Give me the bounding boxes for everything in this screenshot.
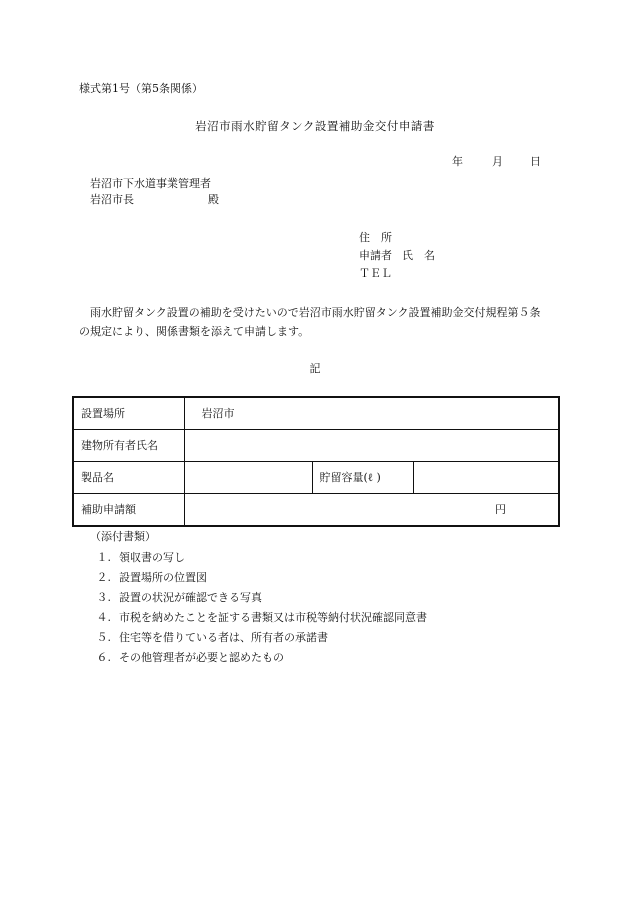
document-title: 岩沼市雨水貯留タンク設置補助金交付申請書: [195, 119, 435, 133]
table-row: [73, 462, 559, 494]
list-item: １. 領収書の写し: [96, 551, 185, 564]
amount-value[interactable]: 円: [184, 494, 559, 527]
table-row: [73, 397, 559, 430]
tel-label: ＴＥＬ: [359, 267, 392, 280]
applicant-block: [359, 231, 435, 285]
list-item: ６. その他管理者が必要と認めたもの: [96, 651, 284, 664]
product-label: 製品名: [73, 462, 184, 494]
application-statement: 雨水貯留タンク設置の補助を受けたいので岩沼市雨水貯留タンク設置補助金交付規程第５条の規定により、関係書類を添えて申請します。: [79, 306, 541, 338]
capacity-label: 貯留容量(ℓ ): [312, 462, 413, 494]
list-item: ３. 設置の状況が確認できる写真: [96, 591, 262, 604]
date-year-label: 年: [452, 155, 463, 168]
list-item: ２. 設置場所の位置図: [96, 571, 207, 584]
recipient-line-2: [90, 193, 219, 207]
attachments-heading: （添付書類）: [90, 530, 156, 543]
applicant-tel-row: [359, 267, 435, 285]
product-value[interactable]: [184, 462, 312, 494]
location-label: 設置場所: [73, 397, 184, 430]
date-line: [452, 155, 541, 169]
table-row: [73, 494, 559, 527]
recipient-honorific: 殿: [208, 193, 219, 206]
owner-label: 建物所有者氏名: [73, 430, 184, 462]
amount-label: 補助申請額: [73, 494, 184, 527]
table-row: [73, 430, 559, 462]
address-label: 住 所: [359, 231, 392, 244]
recipient-mayor: 岩沼市長: [90, 193, 134, 206]
list-item: ５. 住宅等を借りている者は、所有者の承諾書: [96, 631, 328, 644]
location-value[interactable]: 岩沼市: [184, 397, 559, 430]
ki-label: 記: [309, 362, 321, 375]
applicant-address-row: [359, 231, 435, 249]
date-day-label: 日: [530, 155, 541, 168]
list-item: ４. 市税を納めたことを証する書類又は市税等納付状況確認同意書: [96, 611, 427, 624]
details-table: [72, 396, 560, 527]
capacity-value[interactable]: [413, 462, 559, 494]
owner-value[interactable]: [184, 430, 559, 462]
name-label: 氏 名: [402, 249, 435, 262]
form-number: 様式第1号（第5条関係）: [79, 82, 203, 95]
recipient-line-1: 岩沼市下水道事業管理者: [90, 177, 211, 190]
date-month-label: 月: [492, 155, 503, 168]
applicant-label: 申請者: [359, 249, 392, 262]
attachments-list: [90, 551, 427, 671]
applicant-name-row: [359, 249, 435, 267]
